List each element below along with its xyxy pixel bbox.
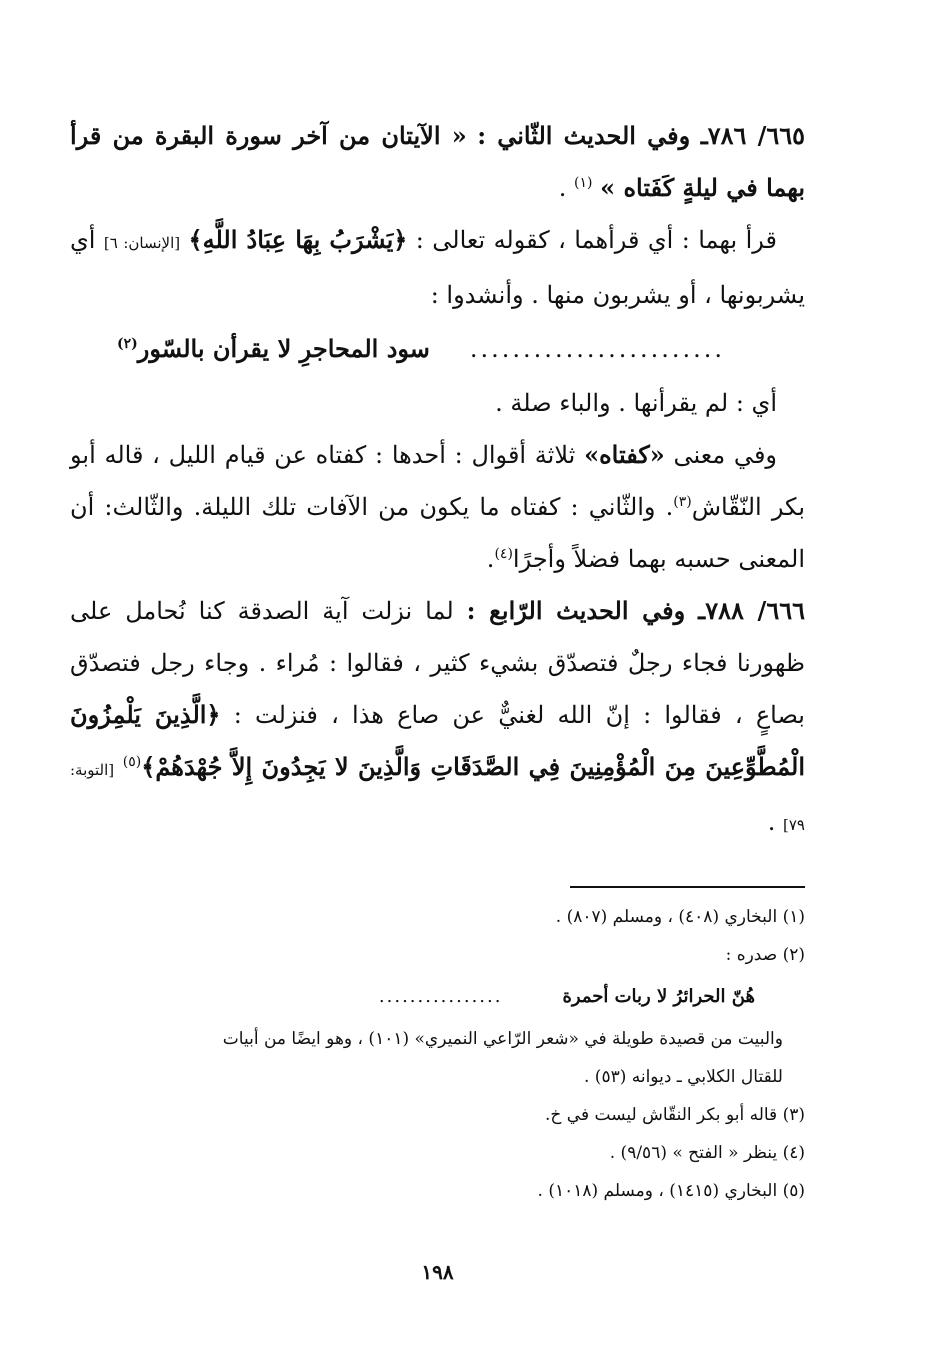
poem-second-hemistich: سود المحاجرِ لا يقرأن بالسّور$^{(٢)}$: [117, 334, 430, 363]
footnote-marker-3[interactable]: (٣): [673, 494, 692, 510]
footnote-marker-1[interactable]: (١): [574, 175, 593, 191]
footnote-2-poem-line: [70, 974, 805, 1020]
poem-first-hemistich-dots: ........................: [469, 335, 725, 363]
verse-reference-insan: [الإنسان: ٦]: [103, 234, 181, 252]
verse-reference-tawba: [التوبة: ٧٩]: [70, 761, 805, 834]
footnote-marker-5[interactable]: (٥): [122, 754, 142, 770]
meaning-paragraph: [70, 429, 805, 585]
hadith-666-text: لما نزلت آية الصدقة كنا نُحامل على ظهورنا فجاء رجلٌ فتصدّق بشيء كثير ، فقالوا : مُراء . وجاء رجل فتصدّق بصاعٍ ، فقالوا : إنّ الله لغنيٌّ عن صاع هذا ، فنزلت :: [70, 597, 805, 729]
explanation-1-rest: أي يشربونها ، أو يشربون منها . وأنشدوا :: [70, 226, 805, 309]
explanation-1-text: قرأ بهما : أي قرأهما ، كقوله تعالى :: [415, 226, 777, 254]
footnote-2-hemistich: هُنّ الحرائرُ لا ربات أحمرة: [562, 986, 755, 1007]
meaning-lead: وفي معنى: [673, 441, 777, 469]
footnote-5: (٥) البخاري (١٤١٥) ، ومسلم (١٠١٨) .: [537, 1181, 805, 1201]
page-number: ١٩٨: [421, 1260, 454, 1284]
explanation-1-paragraph: [70, 214, 805, 321]
hadith-665-end: .: [558, 174, 567, 202]
hadith-666-heading: وفي الحديث الرّابع :: [466, 596, 686, 625]
footnote-3: (٣) قاله أبو بكر النقّاش ليست في خ.: [545, 1105, 805, 1125]
hadith-666-end: .: [767, 808, 776, 836]
footnote-2-text-1: والبيت من قصيدة طويلة في «شعر الرّاعي النميري» (١٠١) ، وهو ايضًا من أبيات: [222, 1029, 783, 1049]
footnotes-section: [70, 898, 805, 1210]
explanation-2-paragraph: [70, 377, 805, 429]
footnote-2-head: (٢) صدره :: [725, 945, 805, 965]
hadith-666-number: ٦٦٦/ ٧٨٨ـ: [698, 596, 805, 625]
footnote-2-text-2: للقتال الكلابي ـ ديوانه (٥٣) .: [583, 1067, 783, 1087]
explanation-2-text: أي : لم يقرأنها . والباء صلة .: [495, 389, 777, 417]
footnote-marker-4[interactable]: (٤): [494, 546, 513, 562]
meaning-text-2: . والثّاني : كفتاه ما يكون من الآفات تلك الليلة. والثّالث: أن المعنى حسبه بهما فضلاً وأجرًا: [70, 493, 805, 573]
hadith-666-paragraph: [70, 585, 805, 851]
meaning-end: .: [486, 545, 495, 573]
footnote-2-dots: ................: [378, 986, 503, 1007]
meaning-text-1: ثلاثة أقوال : أحدها : كفتاه عن قيام الليل ، قاله أبو بكر النّقّاش: [70, 441, 805, 521]
footnote-4: (٤) ينظر « الفتح » (٩/٥٦) .: [609, 1143, 805, 1163]
quran-verse-tawba: ﴿الَّذِينَ يَلْمِزُونَ الْمُطَّوِّعِينَ مِنَ الْمُؤْمِنِينَ فِي الصَّدَقَاتِ وَالَّذِينَ لا يَجِدُونَ إِلاَّ جُهْدَهُمْ﴾: [70, 700, 805, 781]
hadith-665-heading: وفي الحديث الثّاني :: [477, 121, 691, 150]
footnote-1: (١) البخاري (٤٠٨) ، ومسلم (٨٠٧) .: [555, 907, 805, 927]
hadith-665-quote: « الآيتان من آخر سورة البقرة من قرأ بهما في ليلةٍ كَفَتاه »: [70, 121, 805, 202]
quran-verse-insan: ﴿يَشْرَبُ بِهَا عِبَادُ اللَّهِ﴾: [188, 225, 408, 254]
book-page: [70, 110, 805, 1310]
hadith-665-number: ٦٦٥/ ٧٨٦ـ: [700, 121, 806, 150]
footnote-separator: [570, 886, 805, 888]
footnote-marker-2[interactable]: (٢): [117, 336, 138, 352]
meaning-word: «كفتاه»: [584, 440, 665, 469]
poem-line-1: [70, 321, 805, 377]
hadith-665-paragraph: [70, 110, 805, 214]
